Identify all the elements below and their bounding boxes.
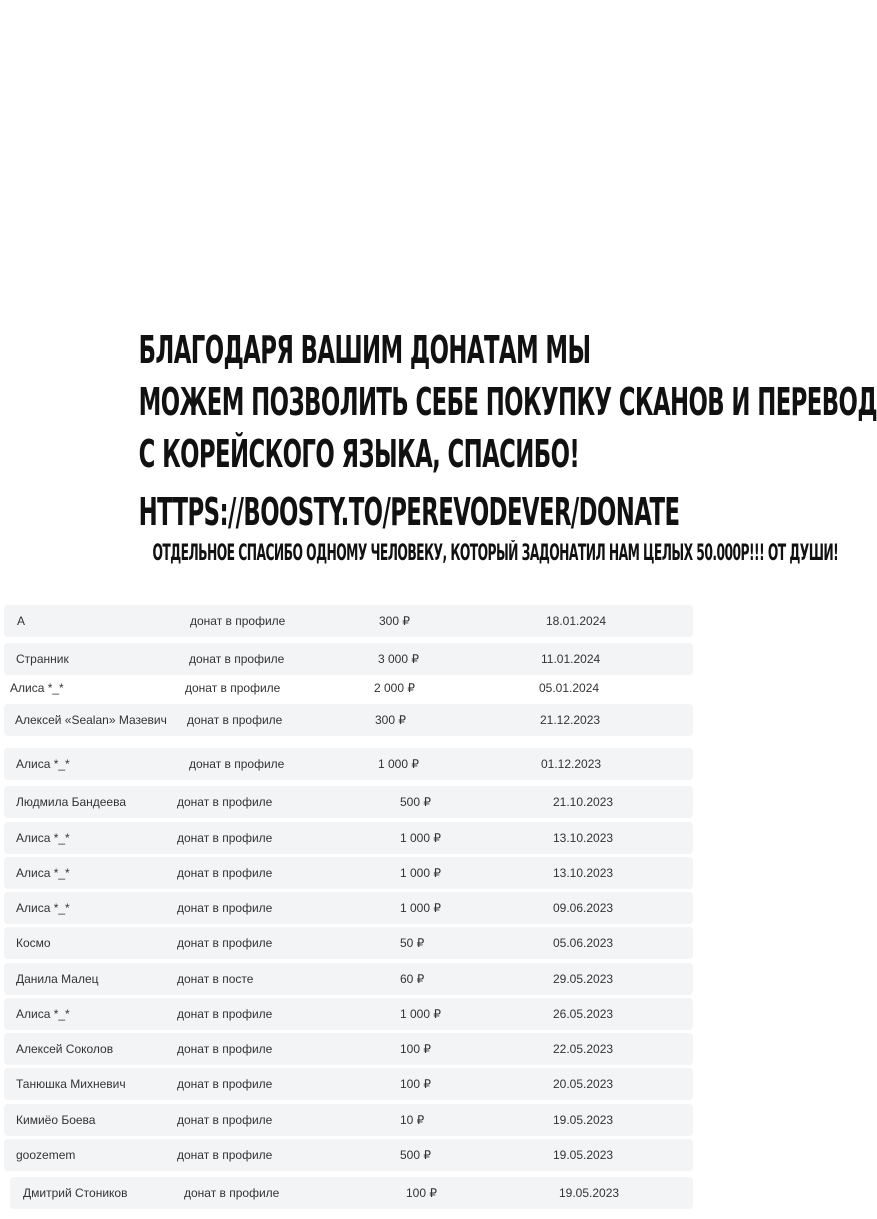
donation-date: 01.12.2023: [541, 757, 602, 771]
donation-type: донат в профиле: [177, 795, 273, 809]
donation-date: 22.05.2023: [553, 1042, 614, 1056]
donation-type: донат в профиле: [177, 1042, 273, 1056]
donation-amount: 50 ₽: [400, 936, 425, 950]
donation-amount: 1 000 ₽: [400, 901, 441, 915]
donor-name: Алексей «Sealan» Мазевич: [15, 713, 167, 727]
donor-name: Алиса *_*: [16, 757, 70, 771]
donation-type: донат в профиле: [177, 901, 273, 915]
donation-row: [4, 748, 693, 780]
donor-name: Космо: [16, 936, 51, 950]
donation-date: 21.12.2023: [540, 713, 601, 727]
donation-amount: 100 ₽: [400, 1077, 431, 1091]
donation-type: донат в профиле: [187, 713, 283, 727]
donor-name: Дмитрий Стоников: [23, 1186, 128, 1200]
donation-date: 13.10.2023: [553, 831, 614, 845]
donation-amount: 500 ₽: [400, 795, 431, 809]
donation-type: донат в профиле: [177, 1148, 273, 1162]
donation-type: донат в профиле: [177, 866, 273, 880]
donor-name: Алиса *_*: [16, 1007, 70, 1021]
donation-type: донат в профиле: [177, 1007, 273, 1021]
donation-amount: 300 ₽: [379, 614, 410, 628]
donation-row: [4, 605, 693, 637]
donation-type: донат в профиле: [184, 1186, 280, 1200]
donation-row: [4, 1033, 693, 1065]
donation-date: 13.10.2023: [553, 866, 614, 880]
donation-amount: 1 000 ₽: [400, 831, 441, 845]
donation-date: 05.01.2024: [539, 681, 600, 695]
donation-type: донат в профиле: [185, 681, 281, 695]
thanks-heading-line-3: С КОРЕЙСКОГО ЯЗЫКА, СПАСИБО!: [138, 432, 580, 476]
donor-name: Людмила Бандеева: [16, 795, 127, 809]
donation-date: 19.05.2023: [553, 1113, 614, 1127]
donation-type: донат в профиле: [177, 936, 273, 950]
donation-row: [4, 822, 693, 854]
donor-name: Алиса *_*: [16, 866, 70, 880]
donation-row: [4, 1068, 693, 1100]
donation-type: донат в профиле: [177, 1113, 273, 1127]
donation-amount: 1 000 ₽: [378, 757, 419, 771]
donation-amount: 100 ₽: [400, 1042, 431, 1056]
donor-name: Алиса *_*: [16, 901, 70, 915]
donor-name: Алиса *_*: [10, 681, 64, 695]
donation-date: 18.01.2024: [546, 614, 607, 628]
donation-date: 11.01.2024: [541, 652, 601, 666]
donation-date: 05.06.2023: [553, 936, 614, 950]
donor-name: Данила Малец: [16, 972, 99, 986]
donation-amount: 300 ₽: [375, 713, 406, 727]
donation-type: донат в профиле: [190, 614, 286, 628]
donor-name: А: [17, 614, 26, 628]
donation-amount: 2 000 ₽: [374, 681, 415, 695]
donation-amount: 500 ₽: [400, 1148, 431, 1162]
donation-row: [4, 998, 693, 1030]
donor-name: Танюшка Михневич: [16, 1077, 126, 1091]
donation-row: [4, 927, 693, 959]
donation-type: донат в профиле: [189, 652, 285, 666]
donation-date: 29.05.2023: [553, 972, 614, 986]
donation-row: [10, 1177, 693, 1209]
donor-name: Странник: [16, 652, 69, 666]
donation-row: [4, 643, 693, 675]
donation-date: 09.06.2023: [553, 901, 614, 915]
donation-row: [0, 672, 693, 704]
donation-amount: 100 ₽: [406, 1186, 437, 1200]
donation-amount: 3 000 ₽: [378, 652, 419, 666]
donation-row: [4, 857, 693, 889]
donor-name: Кимиёо Боева: [16, 1113, 96, 1127]
donation-row: [4, 892, 693, 924]
donation-row: [4, 1104, 693, 1136]
donation-type: донат в профиле: [189, 757, 285, 771]
donation-row: [4, 963, 693, 995]
donation-type: донат в профиле: [177, 831, 273, 845]
special-thanks-line: ОТДЕЛЬНОЕ СПАСИБО ОДНОМУ ЧЕЛОВЕКУ, КОТОРЫЙ ЗАДОНАТИЛ НАМ ЦЕЛЫХ 50.000Р!!! ОТ ДУШИ!: [152, 541, 839, 566]
donation-date: 21.10.2023: [553, 795, 614, 809]
thanks-heading-line-2: МОЖЕМ ПОЗВОЛИТЬ СЕБЕ ПОКУПКУ СКАНОВ И ПЕРЕВОД: [138, 380, 877, 424]
donation-date: 19.05.2023: [559, 1186, 620, 1200]
thanks-heading-line-1: БЛАГОДАРЯ ВАШИМ ДОНАТАМ МЫ: [138, 328, 591, 372]
donation-date: 20.05.2023: [553, 1077, 614, 1091]
donation-amount: 1 000 ₽: [400, 1007, 441, 1021]
donation-row: [4, 1139, 693, 1171]
donation-amount: 1 000 ₽: [400, 866, 441, 880]
donation-date: 26.05.2023: [553, 1007, 614, 1021]
donor-name: goozemem: [16, 1148, 76, 1162]
donor-name: Алиса *_*: [16, 831, 70, 845]
donation-amount: 10 ₽: [400, 1113, 425, 1127]
donor-name: Алексей Соколов: [16, 1042, 114, 1056]
donation-type: донат в посте: [177, 972, 254, 986]
donation-amount: 60 ₽: [400, 972, 425, 986]
donation-row: [4, 786, 693, 818]
donation-type: донат в профиле: [177, 1077, 273, 1091]
donation-date: 19.05.2023: [553, 1148, 614, 1162]
donation-row: [4, 704, 693, 736]
donate-link[interactable]: HTTPS://BOOSTY.TO/PEREVODEVER/DONATE: [138, 490, 680, 534]
